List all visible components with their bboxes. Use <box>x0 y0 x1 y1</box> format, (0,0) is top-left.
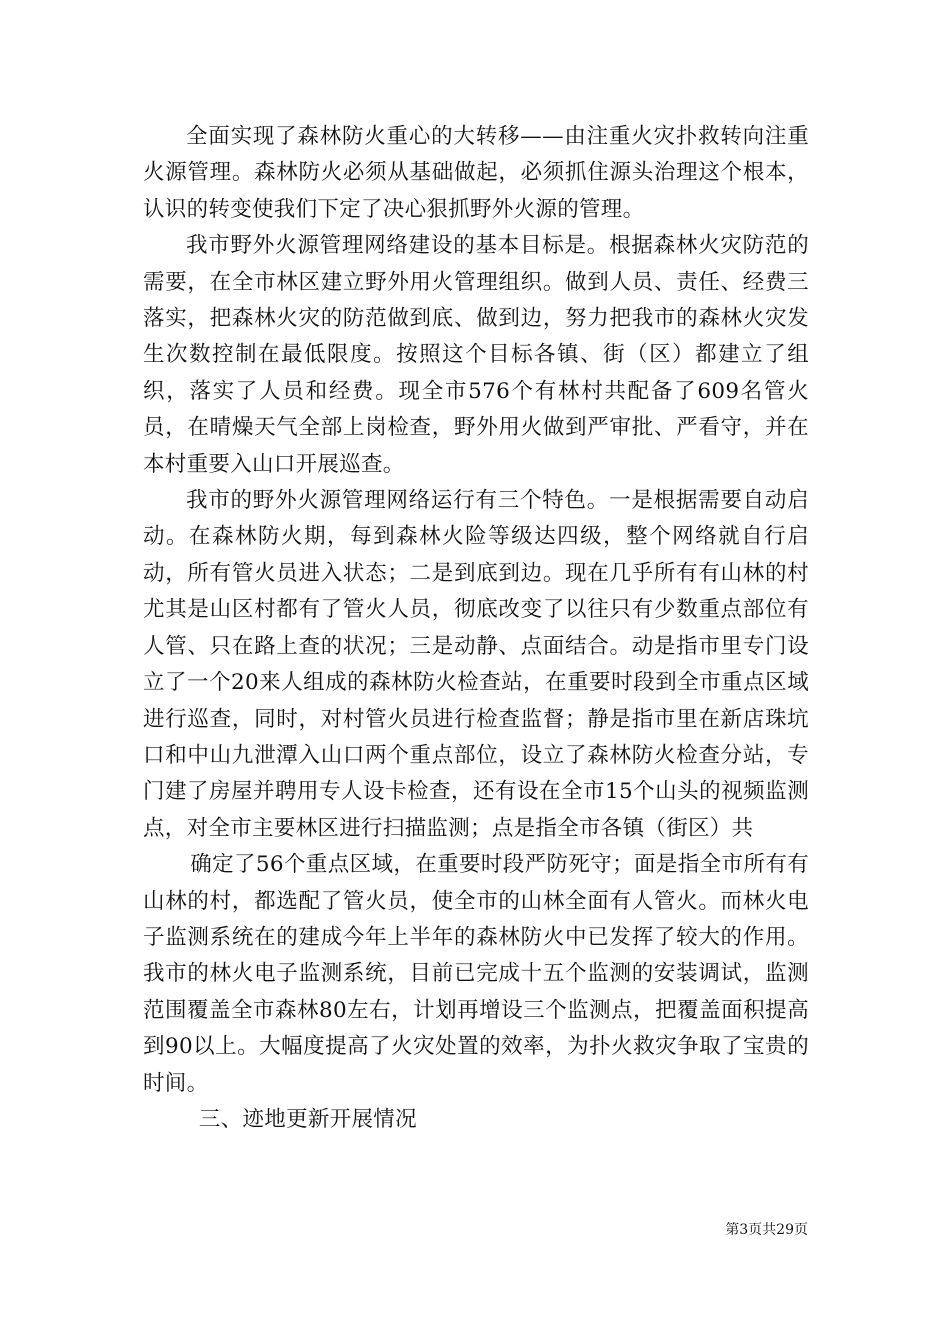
page-number-footer: 第3页共29页 <box>725 1222 808 1238</box>
paragraph-network-goals: 我市野外火源管理网络建设的基本目标是。根据森林火灾防范的需要，在全市林区建立野外用火管理组织。做到人员、责任、经费三落实，把森林火灾的防范做到底、做到边，努力把我市的森林火灾发生次数控制在最低限度。按照这个目标各镇、街（区）都建立了组织，落实了人员和经费。现全市576个有林村共配备了609名管火员，在晴燥天气全部上岗检查，野外用火做到严审批、严看守，并在本村重要入山口开展巡查。 <box>143 233 809 477</box>
paragraph-network-features: 我市的野外火源管理网络运行有三个特色。一是根据需要自动启动。在森林防火期，每到森林火险等级达四级，整个网络就自行启动，所有管火员进入状态；二是到底到边。现在几乎所有有山林的村尤其是山区村都有了管火人员，彻底改变了以往只有少数重点部位有人管、只在路上查的状况；三是动静、点面结合。动是指市里专门设立了一个20来人组成的森林防火检查站，在重要时段到全市重点区域进行巡查，同时，对村管火员进行检查监督；静是指市里在新店珠坑口和中山九泄潭入山口两个重点部位，设立了森林防火检查分站，专门建了房屋并聘用专人设卡检查，还有设在全市15个山头的视频监测点，对全市主要林区进行扫描监测；点是指全市各镇（街区）共 <box>143 488 809 841</box>
document-body <box>143 119 809 1138</box>
section-heading: 三、迹地更新开展情况 <box>198 1106 417 1132</box>
paragraph-key-areas: 确定了56个重点区域，在重要时段严防死守；面是指全市所有有山林的村，都选配了管火员，使全市的山林全面有人管火。而林火电子监测系统在的建成今年上半年的森林防火中已发挥了较大的作用。我市的林火电子监测系统，目前已完成十五个监测的安装调试，监测范围覆盖全市森林80左右，计划再增设三个监测点，把覆盖面积提高到90以上。大幅度提高了火灾处置的效率，为扑火救灾争取了宝贵的时间。 <box>143 852 809 1096</box>
paragraph-fire-management-shift: 全面实现了森林防火重心的大转移——由注重火灾扑救转向注重火源管理。森林防火必须从基础做起，必须抓住源头治理这个根本，认识的转变使我们下定了决心狠抓野外火源的管理。 <box>143 124 809 222</box>
